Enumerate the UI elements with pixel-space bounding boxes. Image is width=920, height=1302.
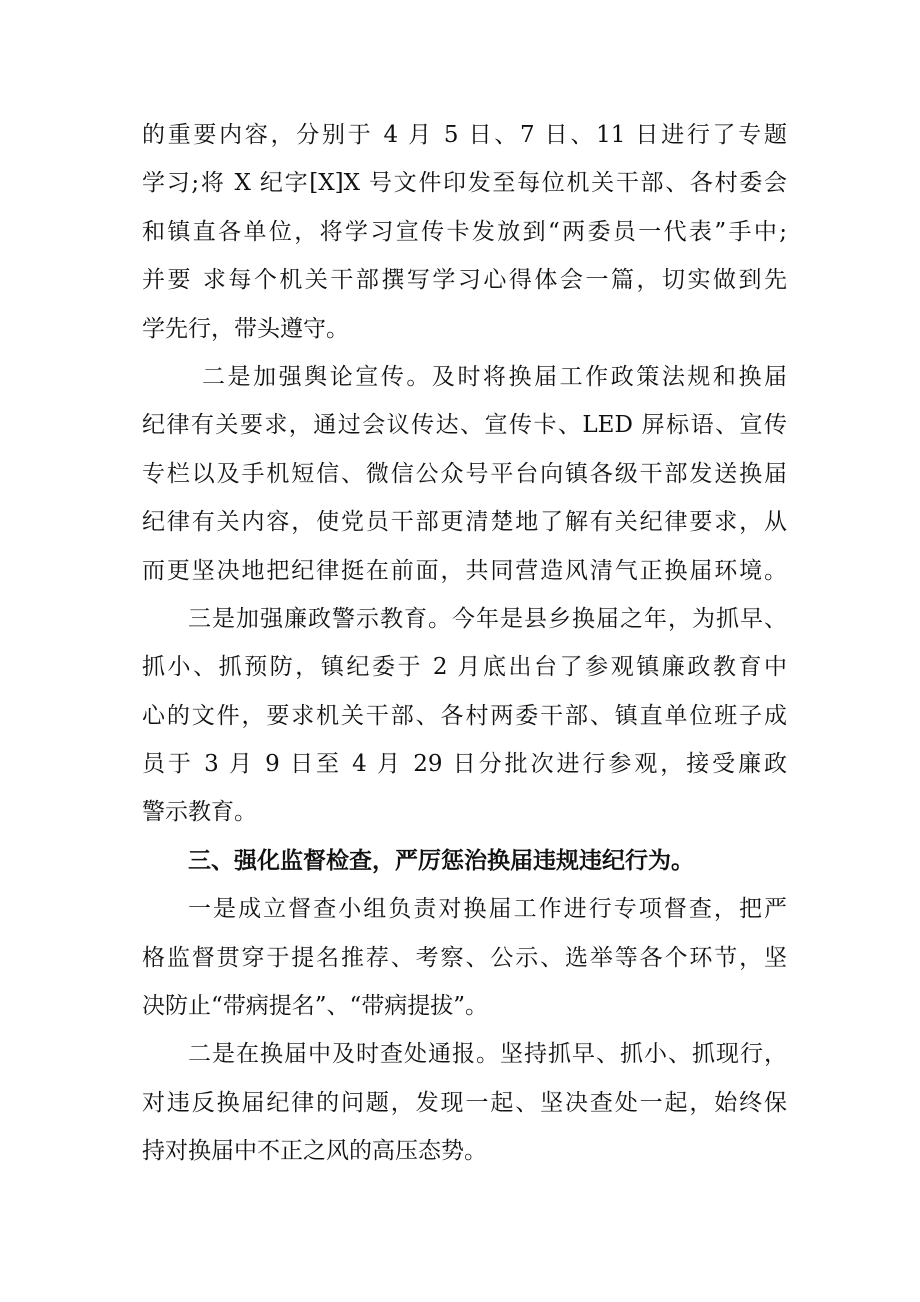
text-line: 专栏以及手机短信、微信公众号平台向镇各级干部发送换届 xyxy=(142,460,787,487)
text-line: 持对换届中不正之风的高压态势。 xyxy=(142,1138,487,1165)
text-line: 的重要内容，分别于 4 月 5 日、7 日、11 日进行了专题 xyxy=(142,122,787,148)
text-line: 纪律有关要求，通过会议传达、宣传卡、LED 屏标语、宣传 xyxy=(142,412,787,439)
text-line: 警示教育。 xyxy=(142,799,257,826)
paragraph-supervision-group xyxy=(142,891,787,1036)
paragraph-timely-reporting xyxy=(142,1036,787,1181)
text-line: 二是在换届中及时查处通报。坚持抓早、抓小、抓现行， xyxy=(188,1041,787,1068)
text-line: 员于 3 月 9 日至 4 月 29 日分批次进行参观，接受廉政 xyxy=(142,751,787,778)
section-heading-text: 三、强化监督检查，严厉惩治换届违规违纪行为。 xyxy=(188,847,694,874)
text-line: 决防止“带病提名”、“带病提拔”。 xyxy=(142,993,489,1020)
text-line: 而更坚决地把纪律挺在前面，共同营造风清气正换届环境。 xyxy=(142,557,787,584)
text-line: 纪律有关内容，使党员干部更清楚地了解有关纪律要求，从 xyxy=(142,509,787,536)
paragraph-public-opinion xyxy=(142,359,787,601)
section-heading-three xyxy=(142,843,787,891)
text-line: 和镇直各单位，将学习宣传卡发放到“两委员一代表”手中; xyxy=(142,218,787,245)
text-line: 抓小、抓预防，镇纪委于 2 月底出台了参观镇廉政教育中 xyxy=(142,654,787,681)
paragraph-intro-continuation xyxy=(142,117,787,359)
document-body xyxy=(142,117,787,1182)
text-line: 学习;将 X 纪字[X]X 号文件印发至每位机关干部、各村委会 xyxy=(142,170,787,197)
text-line: 三是加强廉政警示教育。今年是县乡换届之年，为抓早、 xyxy=(188,605,787,632)
text-line: 并要 求每个机关干部撰写学习心得体会一篇，切实做到先 xyxy=(142,267,787,294)
paragraph-warning-education xyxy=(142,601,787,843)
text-line: 二是加强舆论宣传。及时将换届工作政策法规和换届 xyxy=(202,363,787,390)
text-line: 对违反换届纪律的问题，发现一起、坚决查处一起，始终保 xyxy=(142,1089,787,1116)
text-line: 格监督贯穿于提名推荐、考察、公示、选举等各个环节，坚 xyxy=(142,944,787,971)
text-line: 一是成立督查小组负责对换届工作进行专项督查，把严 xyxy=(188,896,787,923)
text-line: 学先行，带头遵守。 xyxy=(142,315,349,342)
text-line: 心的文件，要求机关干部、各村两委干部、镇直单位班子成 xyxy=(142,702,787,729)
